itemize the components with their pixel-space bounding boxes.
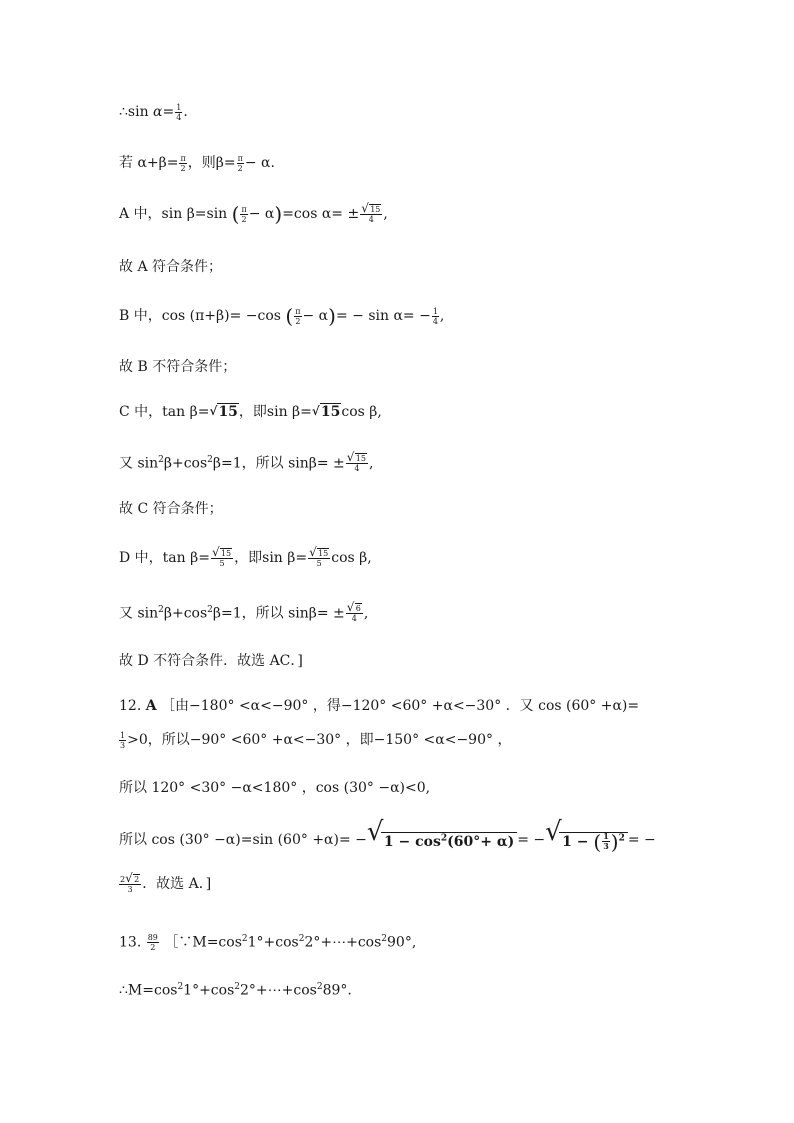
line-18: 13. $\frac{89}{2}$ $[\because M=\cos^21^\circ+\cos^22^\circ+\cdots+\cos^290^\circ$, xyxy=(119,933,417,953)
line-13 xyxy=(119,696,639,716)
text: = − sin α= − xyxy=(335,308,431,324)
fraction: √ $\frac{15}{4}$ xyxy=(346,454,368,473)
text: , xyxy=(383,206,388,222)
fraction: √ $\frac{6}{4}$ xyxy=(346,604,363,623)
text: β+cos xyxy=(163,455,208,472)
fraction: $\frac{2√ 2}{3}$ xyxy=(119,875,141,894)
text: ．故选 A．] xyxy=(142,876,212,892)
line-8: 又 $\sin^2\beta+\cos^2\beta=1$，所以 sinβ= ± √ $\frac{15}{4}$ , xyxy=(119,450,373,474)
line-16 xyxy=(119,828,656,852)
line-14 xyxy=(119,730,511,750)
text: − α xyxy=(302,308,329,324)
line-7: C 中，tan β=√ 15，即sin β=√ 15cos β, xyxy=(119,402,382,422)
text: β=1，所以 sinβ= ± xyxy=(212,455,345,472)
fraction: $\frac{\pi}{2}$ xyxy=(180,153,186,173)
text: = − xyxy=(517,831,546,848)
text: = − xyxy=(627,831,656,848)
text: =cos α= ± xyxy=(282,206,360,222)
text: 所以 cos (30° −α)=sin (60° +α)= − xyxy=(119,831,367,848)
text: α xyxy=(153,104,163,120)
fraction: $\frac{89}{2}$ xyxy=(147,933,158,953)
line-11: 又 $\sin^2\beta+\cos^2\beta=1$，所以 sinβ= ± √ $\frac{6}{4}$ , xyxy=(119,600,368,624)
text: , xyxy=(368,455,374,472)
fraction: $\frac{\pi}{2}$ xyxy=(241,204,247,224)
fraction: $\frac{1}{4}$ xyxy=(432,306,438,326)
text: >0，所以−90° <60° +α<−30° ，即−150° <α<−90° ， xyxy=(127,732,512,748)
text: β+cos xyxy=(163,605,208,622)
fraction: $\frac{\pi}{2}$ xyxy=(295,306,301,326)
text: = xyxy=(162,104,175,120)
text: . xyxy=(183,104,188,120)
text: B 中，cos (π+β)= −cos xyxy=(119,308,286,324)
question-number: 13. xyxy=(119,934,142,951)
fraction: √ $\frac{15}{5}$ xyxy=(308,549,330,568)
line-17 xyxy=(119,874,211,894)
line-4: 故 A 符合条件； xyxy=(119,259,223,275)
text: − α. xyxy=(244,155,275,171)
fraction: $\frac{\pi}{2}$ xyxy=(237,153,243,173)
line-3: A 中，sin β=sin ( $\frac{\pi}{2}$ − α)=cos α= ± √ $\frac{15}{4}$ , xyxy=(119,204,388,224)
text: cos β, xyxy=(331,550,372,566)
line-12: 故 D 不符合条件．故选 AC．] xyxy=(119,653,303,669)
line-9: 故 C 符合条件； xyxy=(119,501,223,517)
text: ［由−180° <α<−90° ，得−120° <60° +α<−30° ．又 cos (60° +α)= xyxy=(161,698,640,714)
text: − α xyxy=(248,206,275,222)
text: β=1，所以 sinβ= ± xyxy=(212,605,345,622)
text: ，即sin β= xyxy=(238,404,312,420)
sqrt-expression: √ $1 - \cos^2(60^\circ+ \alpha)$ xyxy=(367,828,517,852)
text: 若 α+β= xyxy=(119,155,179,171)
fraction: $\frac{1}{3}$ xyxy=(120,730,126,750)
line-1 xyxy=(119,102,188,122)
text: 又 sin xyxy=(119,455,159,472)
line-19: $\therefore M=\cos^21^\circ+\cos^22^\circ+\cdots+\cos^289^\circ$. xyxy=(119,982,352,999)
question-number: 12. xyxy=(119,698,142,714)
text: ∴sin xyxy=(119,104,154,120)
line-10 xyxy=(119,548,372,568)
text: ，则β= xyxy=(187,155,236,171)
line-5: B 中，cos (π+β)= −cos ( $\frac{\pi}{2}$ − α)= − sin α= − $\frac{1}{4}$ , xyxy=(119,304,445,328)
text: A 中，sin β=sin xyxy=(119,206,232,222)
sqrt-expression: √ 1 − ( $\frac{1}{3}$ )$^2$ xyxy=(545,828,628,852)
line-6: 故 B 不符合条件； xyxy=(119,359,237,375)
text: ∴M=cos xyxy=(119,982,178,999)
fraction: √ $\frac{15}{5}$ xyxy=(211,549,233,568)
text: , xyxy=(439,308,445,324)
line-2 xyxy=(119,153,275,173)
fraction: √ $\frac{15}{4}$ xyxy=(360,205,382,224)
text: D 中，tan β= xyxy=(119,550,210,566)
fraction: $\frac{1}{4}$ xyxy=(176,102,182,122)
text: ，即sin β= xyxy=(234,550,308,566)
text: cos β, xyxy=(341,404,382,420)
text: 又 sin xyxy=(119,605,159,622)
line-15: 所以 120° <30° −α<180° ，cos (30° −α)<0, xyxy=(119,780,431,796)
answer: A xyxy=(145,698,157,714)
text: , xyxy=(363,605,369,622)
text: ［∵M=cos xyxy=(164,934,242,951)
text: C 中，tan β= xyxy=(119,404,210,420)
